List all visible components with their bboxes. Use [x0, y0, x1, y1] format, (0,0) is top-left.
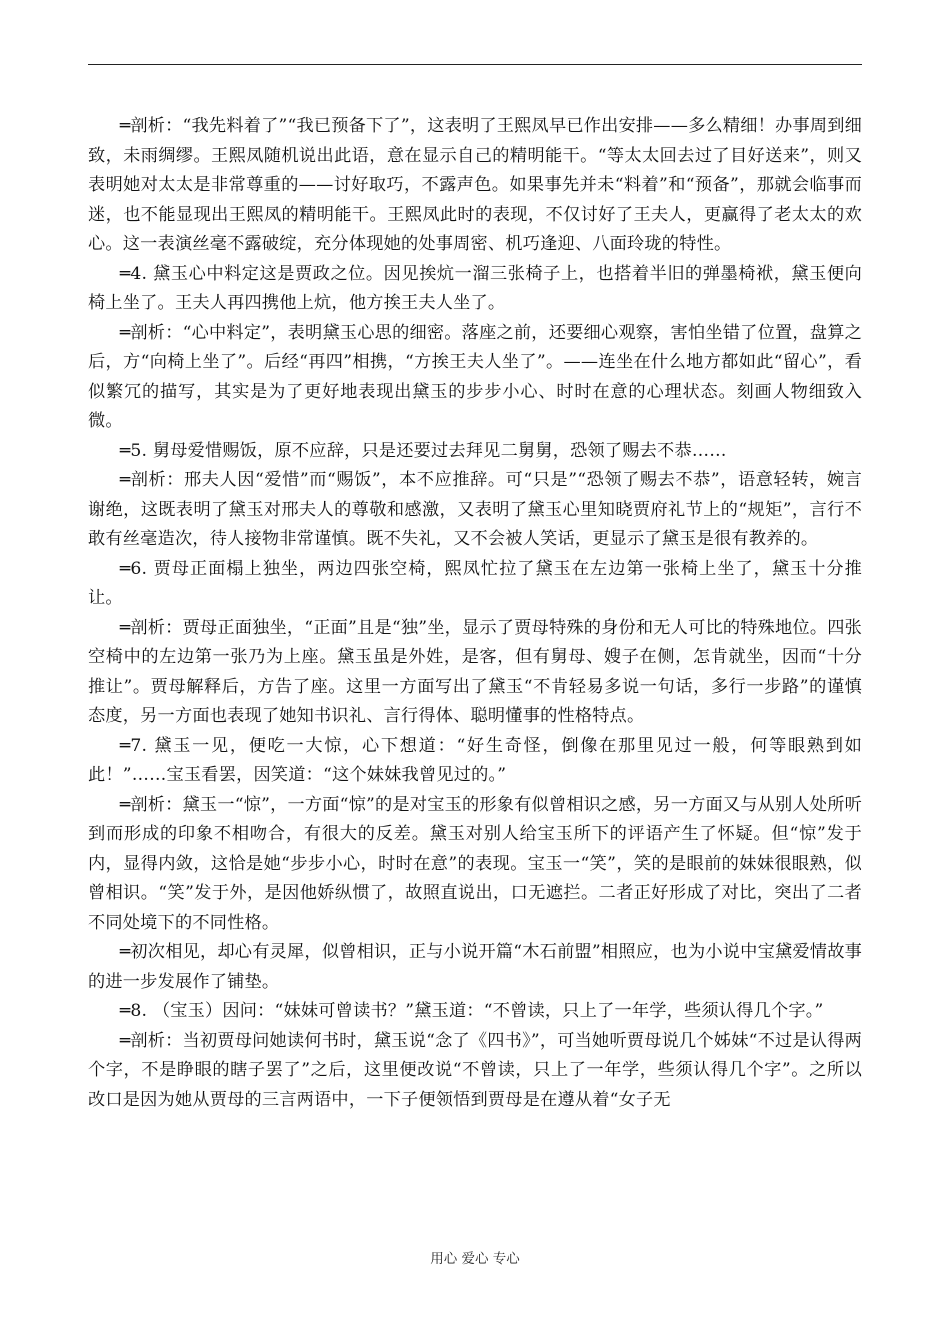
paragraph-item-7: ═7. 黛玉一见，便吃一大惊，心下想道：“好生奇怪，倒像在那里见过一般，何等眼熟到如此！”……宝玉看罢，因笑道：“这个妹妹我曾见过的。”: [88, 735, 862, 785]
paragraph-item-5: ═5. 舅母爱惜赐饭，原不应辞，只是还要过去拜见二舅舅，恐领了赐去不恭……: [119, 440, 727, 461]
paragraph-item-6: ═6. 贾母正面榻上独坐，两边四张空椅，熙凤忙拉了黛玉在左边第一张椅上坐了，黛玉十分推让。: [88, 558, 862, 608]
page-footer: 用心 爱心 专心: [430, 1251, 520, 1267]
paragraph-item-4: ═4. 黛玉心中料定这是贾政之位。因见挨炕一溜三张椅子上，也搭着半旧的弹墨椅袱，黛玉便向椅上坐了。王夫人再四携他上炕，他方挨王夫人坐了。: [88, 263, 862, 313]
paragraph-analysis-7: ═剖析：黛玉一“惊”，一方面“惊”的是对宝玉的形象有似曾相识之感，另一方面又与从别人处所听到而形成的印象不相吻合，有很大的反差。黛玉对别人给宝玉所下的评语产生了怀疑。但“惊”发于内，显得内敛，这恰是她“步步小心，时时在意”的表现。宝玉一“笑”，笑的是眼前的妹妹很眼熟，似曾相识。“笑”发于外，是因他娇纵惯了，故照直说出，口无遮拦。二者正好形成了对比，突出了二者不同处境下的不同性格。: [88, 794, 862, 933]
document-body: [88, 112, 862, 1115]
paragraph-analysis-6: ═剖析：贾母正面独坐，“正面”且是“独”坐，显示了贾母特殊的身份和无人可比的特殊地位。四张空椅中的左边第一张乃为上座。黛玉虽是外姓，是客，但有舅母、嫂子在侧，怎肯就坐，因而“十分推让”。贾母解释后，方告了座。这里一方面写出了黛玉“不肯轻易多说一句话，多行一步路”的谨慎态度，另一方面也表现了她知书识礼、言行得体、聪明懂事的性格特点。: [88, 617, 862, 726]
paragraph-analysis-8: ═剖析：当初贾母问她读何书时，黛玉说“念了《四书》”，可当她听贾母说几个姊妹“不过是认得两个字，不是睁眼的瞎子罢了”之后，这里便改说“不曾读，只上了一年学，些须认得几个字”。之所以改口是因为她从贾母的三言两语中，一下子便领悟到贾母是在遵从着“女子无: [88, 1030, 862, 1110]
paragraph-note-7: ═初次相见，却心有灵犀，似曾相识，正与小说开篇“木石前盟”相照应，也为小说中宝黛爱情故事的进一步发展作了铺垫。: [88, 942, 862, 992]
paragraph-analysis-4: ═剖析：“心中料定”，表明黛玉心思的细密。落座之前，还要细心观察，害怕坐错了位置，盘算之后，方“向椅上坐了”。后经“再四”相携，“方挨王夫人坐了”。——连坐在什么地方都如此“留心”，看似繁冗的描写，其实是为了更好地表现出黛玉的步步小心、时时在意的心理状态。刻画人物细致入微。: [88, 322, 862, 431]
paragraph-analysis-5: ═剖析：邢夫人因“爱惜”而“赐饭”，本不应推辞。可“只是”“恐领了赐去不恭”，语意轻转，婉言谢绝，这既表明了黛玉对邢夫人的尊敬和感激，又表明了黛玉心里知晓贾府礼节上的“规矩”，言行不敢有丝毫造次，待人接物非常谨慎。既不失礼，又不会被人笑话，更显示了黛玉是很有教养的。: [88, 470, 862, 549]
header-rule: [88, 64, 862, 65]
paragraph-analysis-1: ═剖析：“我先料着了”“我已预备下了”，这表明了王熙凤早已作出安排——多么精细！办事周到细致，未雨绸缪。王熙凤随机说出此语，意在显示自己的精明能干。“等太太回去过了目好送来”，则又表明她对太太是非常尊重的——讨好取巧，不露声色。如果事先并未“料着”和“预备”，那就会临事而迷，也不能显现出王熙凤的精明能干。王熙凤此时的表现，不仅讨好了王夫人，更赢得了老太太的欢心。这一表演丝毫不露破绽，充分体现她的处事周密、机巧逢迎、八面玲珑的特性。: [88, 116, 862, 254]
paragraph-item-8: ═8. （宝玉）因问：“妹妹可曾读书？”黛玉道：“不曾读，只上了一年学，些须认得几个字。”: [119, 1001, 824, 1021]
